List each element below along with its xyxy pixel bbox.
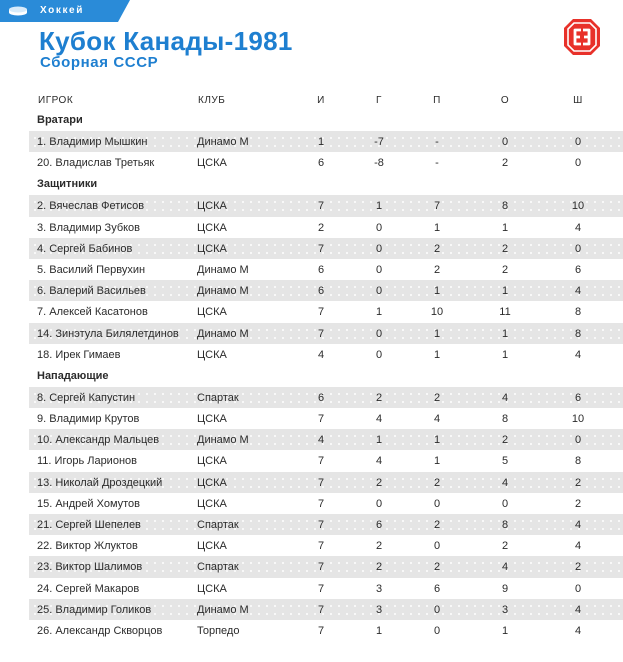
table-row bbox=[29, 217, 623, 238]
assists-cell: 1 bbox=[433, 327, 441, 340]
table-row bbox=[29, 450, 623, 471]
assists-cell: 4 bbox=[433, 413, 441, 426]
player-name: 13. Николай Дроздецкий bbox=[37, 476, 163, 489]
club-name: Динамо М bbox=[197, 263, 249, 276]
assists-cell: 0 bbox=[433, 497, 441, 510]
table-row bbox=[29, 535, 623, 556]
club-name: ЦСКА bbox=[197, 455, 227, 468]
club-name: ЦСКА bbox=[197, 348, 227, 361]
points-cell: 2 bbox=[501, 263, 509, 276]
club-name: Динамо М bbox=[197, 603, 249, 616]
category-bar-tail bbox=[118, 0, 130, 22]
goals-cell: 2 bbox=[375, 476, 383, 489]
penalty-cell: 0 bbox=[574, 242, 582, 255]
page-title: Кубок Канады-1981 bbox=[39, 26, 293, 56]
section-title: Нападающие bbox=[37, 369, 109, 382]
assists-cell: 2 bbox=[433, 561, 441, 574]
points-cell: 3 bbox=[501, 603, 509, 616]
points-cell: 1 bbox=[501, 285, 509, 298]
goals-cell: 6 bbox=[375, 519, 383, 531]
player-name: 7. Алексей Касатонов bbox=[37, 306, 148, 319]
games-cell: 7 bbox=[317, 476, 325, 489]
penalty-cell: 4 bbox=[574, 540, 582, 553]
penalty-cell: 6 bbox=[574, 263, 582, 276]
club-name: ЦСКА bbox=[197, 221, 227, 234]
goals-cell: 3 bbox=[375, 603, 383, 616]
player-name: 1. Владимир Мышкин bbox=[37, 136, 148, 148]
games-cell: 6 bbox=[317, 157, 325, 170]
points-cell: 1 bbox=[501, 348, 509, 361]
club-name: ЦСКА bbox=[197, 497, 227, 510]
goals-cell: 0 bbox=[375, 221, 383, 234]
points-cell: 2 bbox=[501, 242, 509, 255]
goals-cell: 2 bbox=[375, 561, 383, 574]
club-name: ЦСКА bbox=[197, 540, 227, 553]
page-subtitle: Сборная СССР bbox=[40, 54, 159, 71]
player-name: 4. Сергей Бабинов bbox=[37, 242, 133, 255]
assists-cell: 2 bbox=[433, 391, 441, 404]
assists-cell: 2 bbox=[433, 476, 441, 489]
penalty-cell: 8 bbox=[574, 327, 582, 340]
player-name: 6. Валерий Васильев bbox=[37, 285, 146, 298]
club-name: ЦСКА bbox=[197, 157, 227, 170]
games-cell: 7 bbox=[317, 624, 325, 637]
column-header-goals: Г bbox=[376, 95, 382, 106]
penalty-cell: 4 bbox=[574, 603, 582, 616]
club-name: Динамо М bbox=[197, 434, 249, 447]
club-name: Динамо М bbox=[197, 136, 249, 148]
club-name: Динамо М bbox=[197, 285, 249, 298]
goals-cell: 1 bbox=[375, 624, 383, 637]
table-row bbox=[29, 238, 623, 259]
penalty-cell: 2 bbox=[574, 476, 582, 489]
table-header bbox=[29, 90, 623, 109]
section-title: Защитники bbox=[37, 178, 98, 191]
section-header bbox=[29, 109, 623, 131]
player-name: 20. Владислав Третьяк bbox=[37, 157, 155, 170]
games-cell: 7 bbox=[317, 327, 325, 340]
assists-cell: 1 bbox=[433, 285, 441, 298]
goals-cell: 3 bbox=[375, 582, 383, 595]
goals-cell: 1 bbox=[375, 200, 383, 213]
goals-cell: 2 bbox=[375, 391, 383, 404]
assists-cell: 2 bbox=[433, 519, 441, 531]
games-cell: 4 bbox=[317, 434, 325, 447]
goals-cell: 1 bbox=[375, 434, 383, 447]
table-row bbox=[29, 131, 623, 152]
player-name: 3. Владимир Зубков bbox=[37, 221, 141, 234]
assists-cell: 1 bbox=[433, 434, 441, 447]
points-cell: 4 bbox=[501, 476, 509, 489]
player-name: 10. Александр Мальцев bbox=[37, 434, 160, 447]
club-name: Торпедо bbox=[197, 624, 240, 637]
points-cell: 1 bbox=[501, 327, 509, 340]
brand-logo-icon bbox=[563, 18, 601, 56]
games-cell: 7 bbox=[317, 242, 325, 255]
player-name: 21. Сергей Шепелев bbox=[37, 519, 141, 531]
goals-cell: 0 bbox=[375, 497, 383, 510]
club-name: ЦСКА bbox=[197, 242, 227, 255]
table-row bbox=[29, 344, 623, 365]
goals-cell: 0 bbox=[375, 348, 383, 361]
player-name: 8. Сергей Капустин bbox=[37, 391, 136, 404]
section-title: Вратари bbox=[37, 114, 83, 126]
table-row bbox=[29, 280, 623, 301]
category-label: Хоккей bbox=[40, 5, 84, 16]
games-cell: 6 bbox=[317, 285, 325, 298]
penalty-cell: 2 bbox=[574, 497, 582, 510]
goals-cell: 0 bbox=[375, 285, 383, 298]
penalty-cell: 4 bbox=[574, 221, 582, 234]
assists-cell: 1 bbox=[433, 348, 441, 361]
goals-cell: 0 bbox=[375, 263, 383, 276]
player-name: 25. Владимир Голиков bbox=[37, 603, 152, 616]
club-name: ЦСКА bbox=[197, 200, 227, 213]
penalty-cell: 0 bbox=[574, 582, 582, 595]
points-cell: 0 bbox=[501, 136, 509, 148]
table-row bbox=[29, 514, 623, 535]
stats-table bbox=[29, 90, 623, 641]
club-name: Спартак bbox=[197, 561, 239, 574]
column-header-games: И bbox=[317, 95, 325, 106]
goals-cell: 4 bbox=[375, 455, 383, 468]
assists-cell: 0 bbox=[433, 603, 441, 616]
column-header-points: О bbox=[500, 95, 510, 106]
table-row bbox=[29, 599, 623, 620]
points-cell: 2 bbox=[501, 157, 509, 170]
player-name: 9. Владимир Крутов bbox=[37, 413, 140, 426]
assists-cell: - bbox=[435, 157, 439, 170]
goals-cell: 1 bbox=[375, 306, 383, 319]
penalty-cell: 0 bbox=[574, 434, 582, 447]
points-cell: 4 bbox=[501, 561, 509, 574]
table-row bbox=[29, 472, 623, 493]
player-name: 14. Зинэтула Билялетдинов bbox=[37, 327, 179, 340]
club-name: Спартак bbox=[197, 391, 239, 404]
table-row bbox=[29, 323, 623, 344]
club-name: ЦСКА bbox=[197, 413, 227, 426]
club-name: ЦСКА bbox=[197, 476, 227, 489]
assists-cell: 0 bbox=[433, 624, 441, 637]
assists-cell: 2 bbox=[433, 263, 441, 276]
penalty-cell: 4 bbox=[574, 285, 582, 298]
penalty-cell: 0 bbox=[574, 136, 582, 148]
goals-cell: -7 bbox=[374, 136, 384, 148]
player-name: 22. Виктор Жлуктов bbox=[37, 540, 138, 553]
table-row bbox=[29, 620, 623, 641]
player-name: 15. Андрей Хомутов bbox=[37, 497, 141, 510]
player-name: 5. Василий Первухин bbox=[37, 263, 146, 276]
games-cell: 6 bbox=[317, 263, 325, 276]
assists-cell: 0 bbox=[433, 540, 441, 553]
games-cell: 6 bbox=[317, 391, 325, 404]
column-header-assists: П bbox=[433, 95, 441, 106]
penalty-cell: 10 bbox=[571, 200, 585, 213]
goals-cell: 0 bbox=[375, 327, 383, 340]
points-cell: 11 bbox=[499, 306, 511, 319]
table-row bbox=[29, 152, 623, 173]
table-row bbox=[29, 195, 623, 216]
player-name: 18. Ирек Гимаев bbox=[37, 348, 121, 361]
table-row bbox=[29, 429, 623, 450]
assists-cell: - bbox=[435, 136, 439, 148]
section-header bbox=[29, 173, 623, 195]
column-header-club: КЛУБ bbox=[198, 95, 226, 106]
player-name: 23. Виктор Шалимов bbox=[37, 561, 143, 574]
penalty-cell: 8 bbox=[574, 306, 582, 319]
penalty-cell: 4 bbox=[574, 519, 582, 531]
games-cell: 7 bbox=[317, 540, 325, 553]
points-cell: 2 bbox=[501, 540, 509, 553]
column-header-penalty: Ш bbox=[573, 95, 583, 106]
player-name: 24. Сергей Макаров bbox=[37, 582, 140, 595]
penalty-cell: 0 bbox=[574, 157, 582, 170]
points-cell: 8 bbox=[501, 200, 509, 213]
hockey-puck-icon bbox=[8, 6, 28, 16]
table-row bbox=[29, 387, 623, 408]
player-name: 2. Вячеслав Фетисов bbox=[37, 200, 145, 213]
club-name: ЦСКА bbox=[197, 306, 227, 319]
section-header bbox=[29, 365, 623, 387]
points-cell: 1 bbox=[501, 624, 509, 637]
points-cell: 1 bbox=[501, 221, 509, 234]
points-cell: 2 bbox=[501, 434, 509, 447]
column-header-player: ИГРОК bbox=[38, 95, 74, 106]
games-cell: 7 bbox=[317, 519, 325, 531]
games-cell: 7 bbox=[317, 497, 325, 510]
penalty-cell: 10 bbox=[571, 413, 585, 426]
assists-cell: 2 bbox=[433, 242, 441, 255]
club-name: Спартак bbox=[197, 519, 239, 531]
games-cell: 4 bbox=[317, 348, 325, 361]
goals-cell: 4 bbox=[375, 413, 383, 426]
club-name: Динамо М bbox=[197, 327, 249, 340]
goals-cell: -8 bbox=[374, 157, 384, 170]
assists-cell: 10 bbox=[430, 306, 444, 319]
table-row bbox=[29, 408, 623, 429]
player-name: 11. Игорь Ларионов bbox=[37, 455, 137, 468]
table-row bbox=[29, 259, 623, 280]
assists-cell: 1 bbox=[433, 221, 441, 234]
category-bar bbox=[0, 0, 118, 22]
penalty-cell: 4 bbox=[574, 624, 582, 637]
points-cell: 0 bbox=[501, 497, 509, 510]
points-cell: 8 bbox=[501, 413, 509, 426]
games-cell: 7 bbox=[317, 200, 325, 213]
games-cell: 2 bbox=[317, 221, 325, 234]
table-row bbox=[29, 301, 623, 322]
table-row bbox=[29, 493, 623, 514]
assists-cell: 6 bbox=[433, 582, 441, 595]
games-cell: 7 bbox=[317, 561, 325, 574]
games-cell: 1 bbox=[317, 136, 325, 148]
games-cell: 7 bbox=[317, 603, 325, 616]
games-cell: 7 bbox=[317, 582, 325, 595]
player-name: 26. Александр Скворцов bbox=[37, 624, 163, 637]
games-cell: 7 bbox=[317, 306, 325, 319]
points-cell: 8 bbox=[501, 519, 509, 531]
assists-cell: 1 bbox=[433, 455, 441, 468]
points-cell: 5 bbox=[501, 455, 509, 468]
games-cell: 7 bbox=[317, 413, 325, 426]
penalty-cell: 8 bbox=[574, 455, 582, 468]
goals-cell: 2 bbox=[375, 540, 383, 553]
club-name: ЦСКА bbox=[197, 582, 227, 595]
games-cell: 7 bbox=[317, 455, 325, 468]
penalty-cell: 2 bbox=[574, 561, 582, 574]
points-cell: 9 bbox=[501, 582, 509, 595]
assists-cell: 7 bbox=[433, 200, 441, 213]
table-row bbox=[29, 578, 623, 599]
points-cell: 4 bbox=[501, 391, 509, 404]
penalty-cell: 6 bbox=[574, 391, 582, 404]
table-row bbox=[29, 556, 623, 577]
penalty-cell: 4 bbox=[574, 348, 582, 361]
goals-cell: 0 bbox=[375, 242, 383, 255]
